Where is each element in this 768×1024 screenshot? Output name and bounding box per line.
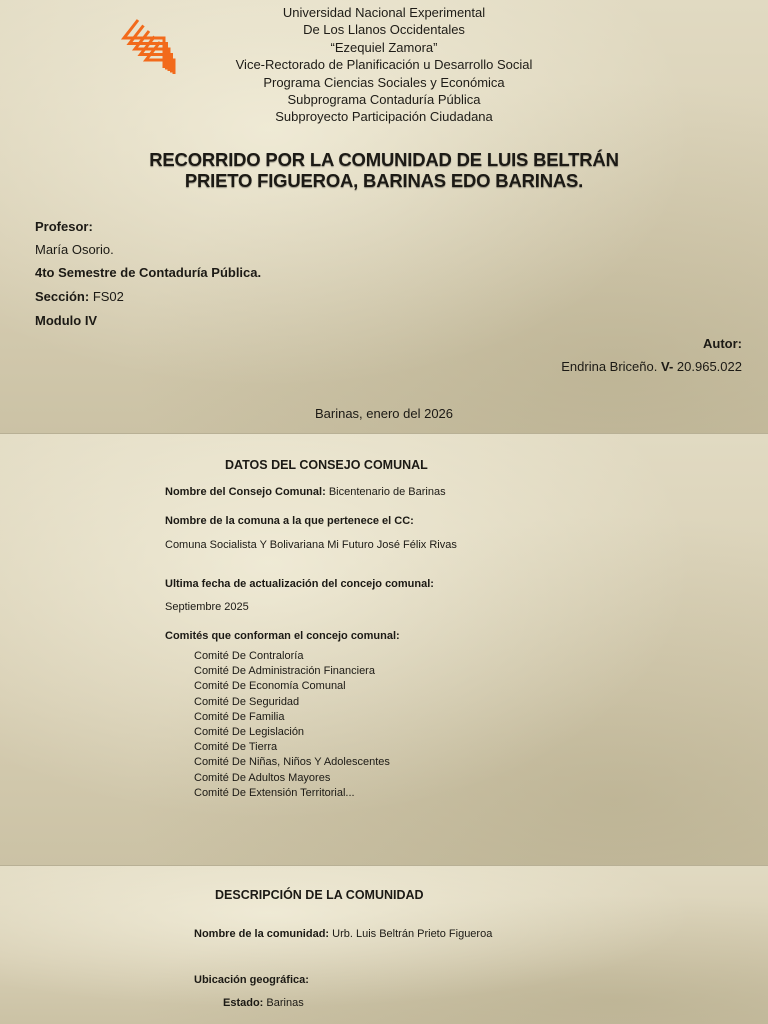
section-value: FS02 — [92, 289, 124, 304]
profesor-label: Profesor: — [35, 219, 93, 234]
section-line — [35, 289, 124, 304]
author-label: Autor: — [703, 336, 742, 351]
title-slide — [0, 0, 768, 433]
place-date: Barinas, enero del 2026 — [314, 406, 454, 421]
council-name-label: Nombre del Consejo Comunal: — [165, 486, 326, 498]
section-label: Sección: — [35, 289, 90, 304]
title-line-2: PRIETO FIGUEROA, BARINAS EDO BARINAS. — [184, 170, 584, 191]
list-item: Comité De Familia — [194, 710, 285, 723]
header-line: Universidad Nacional Experimental — [282, 5, 486, 20]
header-line: Programa Ciencias Sociales y Económica — [263, 74, 505, 90]
community-description-slide — [0, 866, 768, 1024]
committees-label: Comités que conforman el concejo comunal: — [165, 630, 400, 642]
state-label: Estado: — [223, 997, 264, 1009]
institution-header — [184, 4, 584, 126]
location-label: Ubicación geográfica: — [194, 974, 309, 986]
section-title: DATOS DEL CONSEJO COMUNAL — [225, 458, 428, 472]
state-line — [223, 997, 304, 1009]
list-item: Comité De Economía Comunal — [194, 680, 346, 693]
header-line: Subproyecto Participación Ciudadana — [275, 109, 493, 125]
list-item: Comité De Tierra — [194, 741, 278, 754]
council-name: Bicentenario de Barinas — [328, 486, 446, 498]
list-item: Comité De Administración Financiera — [194, 665, 375, 678]
commune-name: Comuna Socialista Y Bolivariana Mi Futuro José Félix Rivas — [165, 539, 457, 551]
council-data-slide — [0, 434, 768, 865]
header-line: “Ezequiel Zamora” — [330, 39, 438, 55]
section-title: DESCRIPCIÓN DE LA COMUNIDAD — [215, 888, 424, 902]
list-item: Comité De Niñas, Niños Y Adolescentes — [194, 756, 390, 769]
update-label: Ultima fecha de actualización del concejo comunal: — [165, 578, 434, 590]
council-name-line — [165, 486, 446, 498]
list-item: Comité De Extensión Territorial... — [194, 786, 355, 799]
community-name: Urb. Luis Beltrán Prieto Figueroa — [332, 928, 493, 940]
list-item: Comité De Adultos Mayores — [194, 771, 331, 784]
title-line-1: RECORRIDO POR LA COMUNIDAD DE LUIS BELTRÁN — [149, 149, 619, 170]
committees-list — [194, 649, 390, 801]
list-item: Comité De Seguridad — [194, 695, 300, 708]
state-value: Barinas — [266, 997, 304, 1009]
author-line — [561, 359, 742, 374]
community-label: Nombre de la comunidad: — [194, 928, 330, 940]
list-item: Comité De Contraloría — [194, 650, 304, 662]
author-id-label: V- — [661, 359, 674, 374]
author-name: Endrina Briceño. — [561, 359, 658, 374]
header-line: De Los Llanos Occidentales — [303, 22, 465, 38]
update-date: Septiembre 2025 — [165, 601, 249, 613]
community-name-line — [194, 928, 492, 940]
commune-label: Nombre de la comuna a la que pertenece el CC: — [165, 515, 414, 527]
profesor-name: María Osorio. — [35, 242, 114, 257]
list-item: Comité De Legislación — [194, 726, 305, 739]
author-id: 20.965.022 — [676, 359, 742, 374]
module-text: Modulo IV — [35, 313, 98, 328]
semester-text: 4to Semestre de Contaduría Pública. — [35, 265, 262, 280]
header-line: Vice-Rectorado de Planificación u Desarrollo Social — [235, 57, 533, 73]
document-title — [84, 149, 684, 191]
header-line: Subprograma Contaduría Pública — [287, 92, 481, 108]
